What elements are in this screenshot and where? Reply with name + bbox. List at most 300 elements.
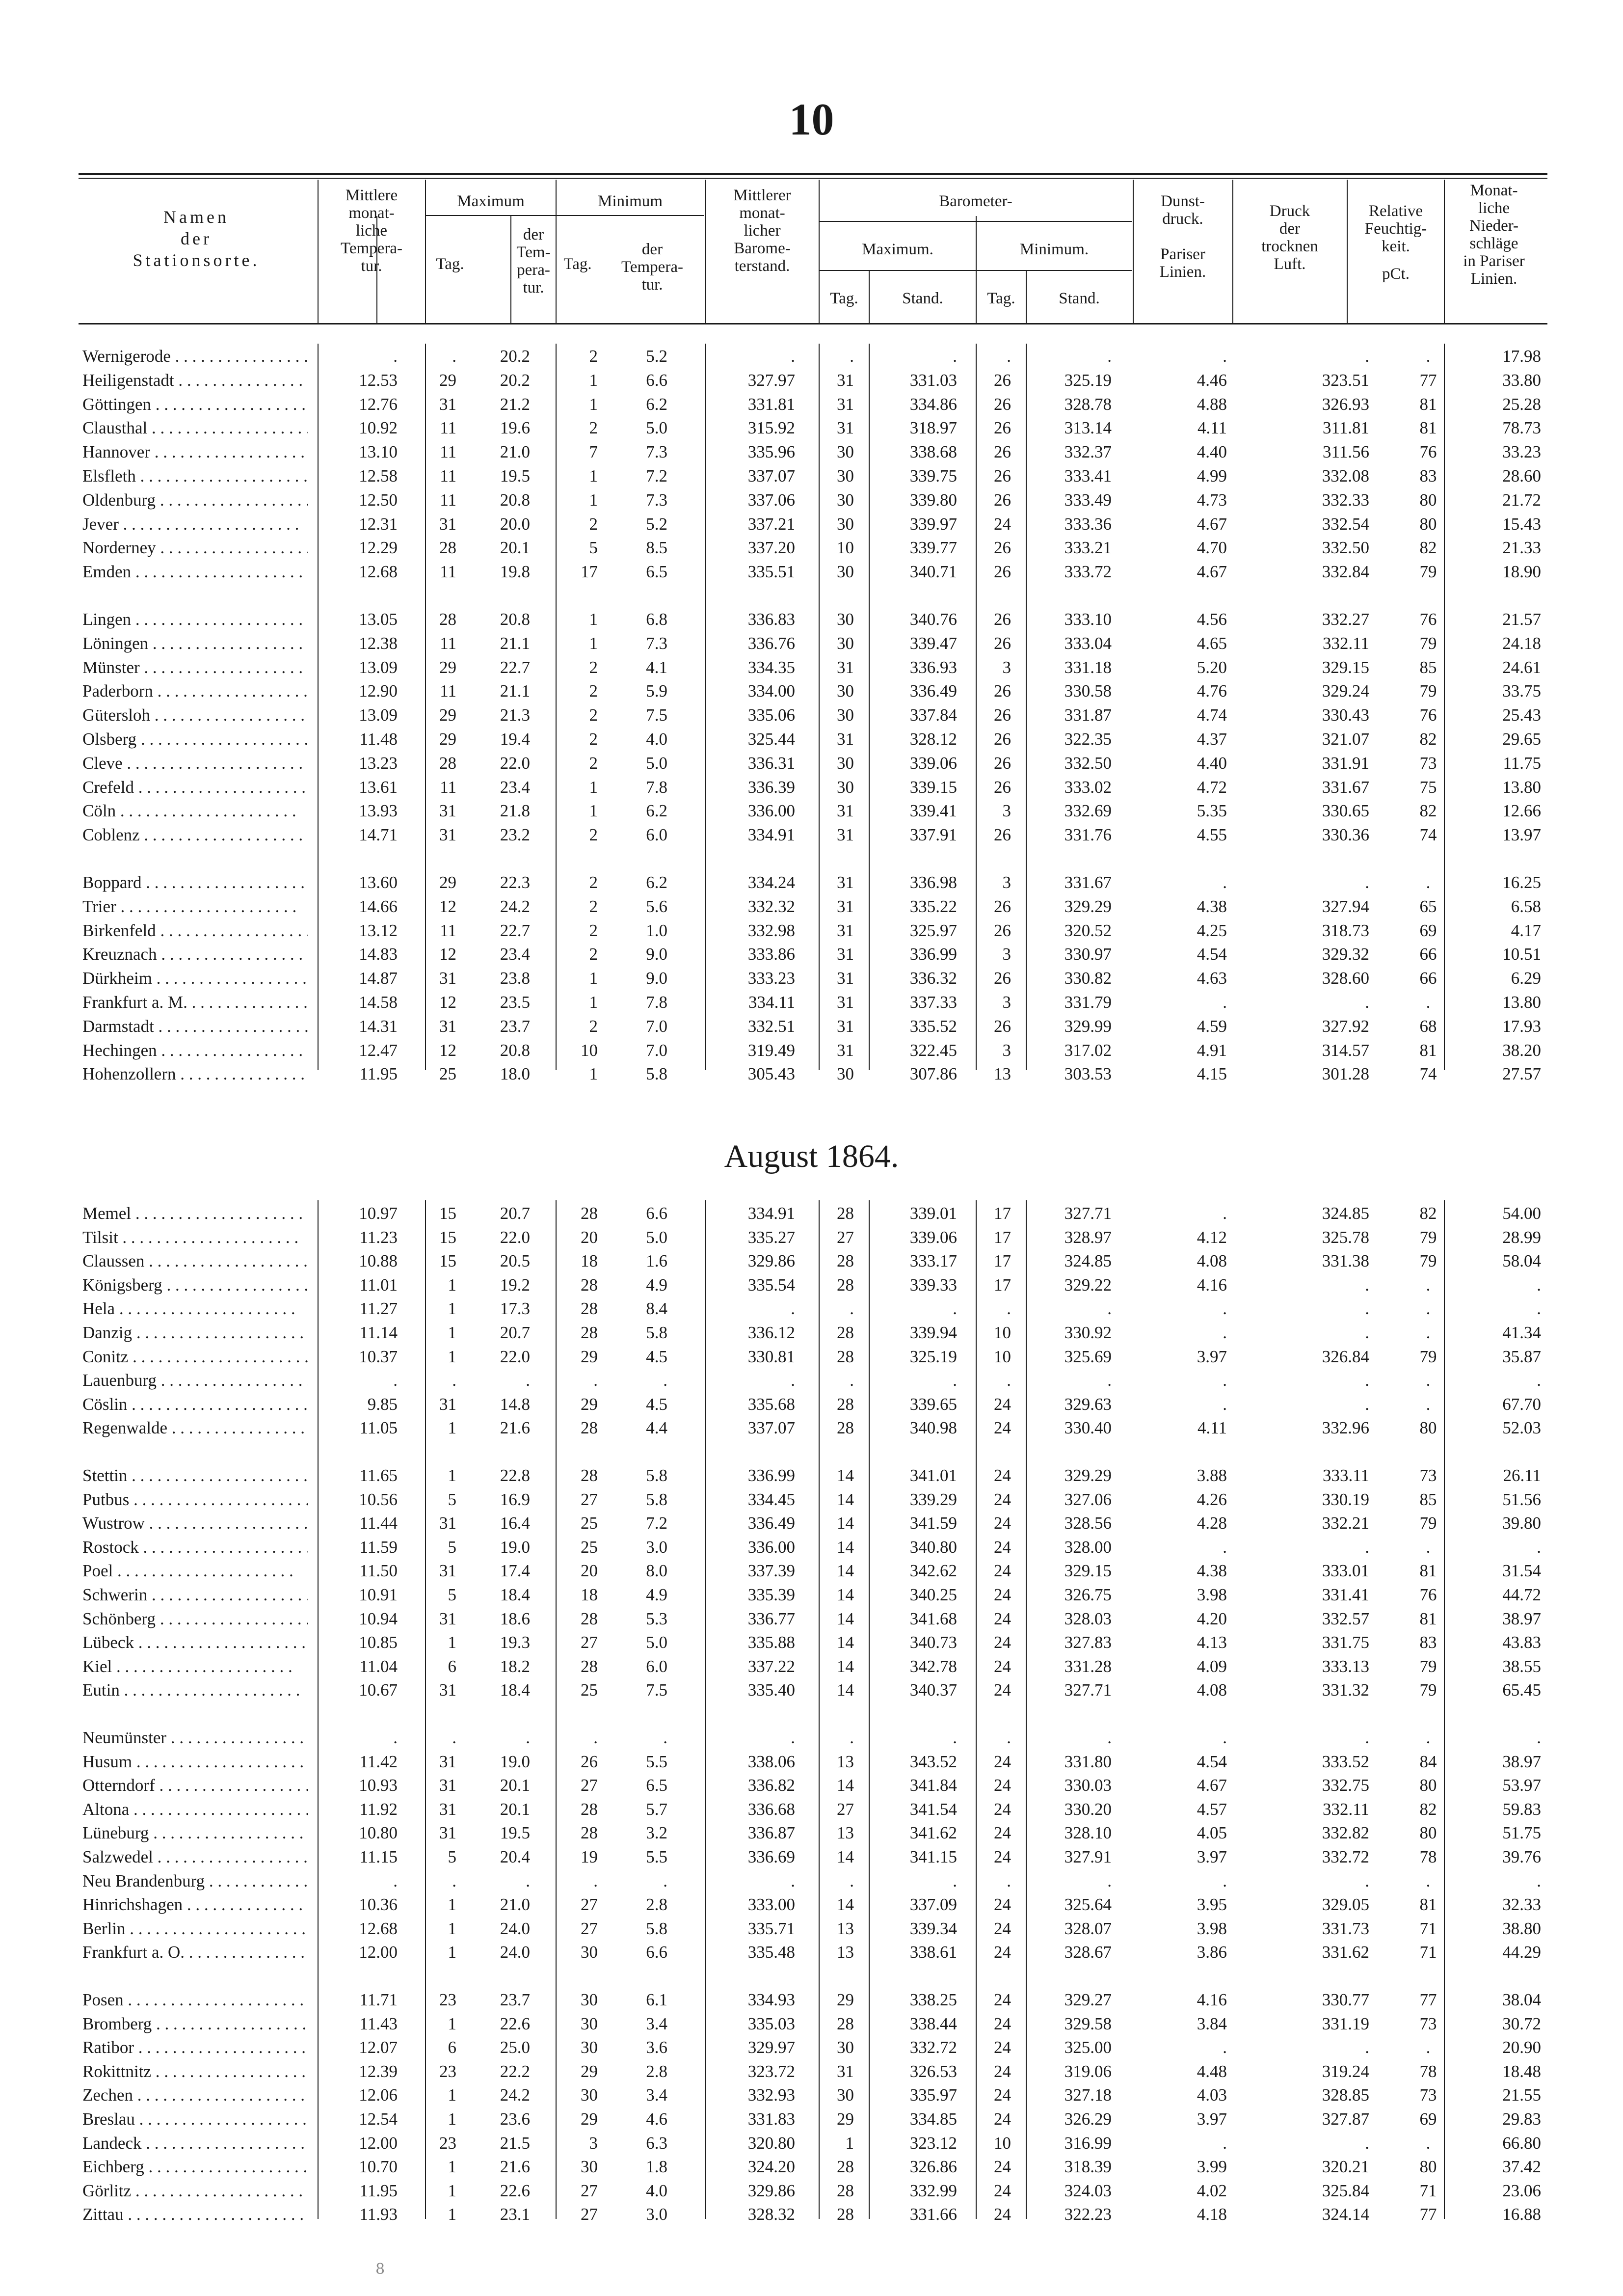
precipitation: 18.48: [1502, 2061, 1541, 2081]
station-name: Paderborn . . .: [82, 680, 308, 702]
max-day: 5: [448, 1847, 456, 1866]
baro-max-stand: .: [953, 347, 957, 366]
min-temperature: 1.0: [646, 920, 667, 940]
relative-humidity: 76: [1419, 1585, 1437, 1604]
table-row: [79, 656, 1547, 679]
baro-max-stand: 339.47: [909, 633, 957, 653]
mean-temperature: 12.68: [359, 1918, 398, 1938]
vapor-pressure: 4.67: [1197, 514, 1227, 534]
max-temperature: 24.2: [500, 2085, 530, 2105]
baro-min-day: 24: [994, 1895, 1011, 1915]
max-temperature: 16.4: [500, 1513, 530, 1533]
baro-max-stand: 336.98: [909, 873, 957, 892]
max-temperature: 19.4: [500, 729, 530, 749]
relative-humidity: .: [1426, 2038, 1431, 2057]
vapor-pressure: 4.67: [1197, 562, 1227, 582]
max-day: 1: [448, 1895, 456, 1915]
relative-humidity: 65: [1419, 896, 1437, 916]
mean-barometer: 327.97: [747, 370, 795, 390]
min-temperature: 5.0: [646, 1227, 667, 1247]
baro-min-day: 24: [994, 2157, 1011, 2177]
mean-temperature: 14.71: [359, 825, 398, 845]
mean-temperature: 14.31: [359, 1016, 398, 1036]
table-row: [79, 967, 1547, 990]
min-temperature: 1.8: [646, 2157, 667, 2177]
mean-temperature: 10.94: [359, 1609, 398, 1628]
table-row: [79, 1989, 1547, 2011]
station-name: Königsberg . . .: [82, 1274, 308, 1297]
relative-humidity: 81: [1419, 1040, 1437, 1060]
mean-temperature: 13.10: [359, 442, 398, 462]
station-name: Göttingen . . .: [82, 393, 308, 416]
baro-min-day: .: [1007, 347, 1011, 366]
baro-max-day: 30: [837, 705, 854, 725]
min-temperature: 7.3: [646, 442, 667, 462]
vapor-pressure: .: [1223, 993, 1227, 1012]
min-temperature: 6.0: [646, 1656, 667, 1676]
min-temperature: 6.6: [646, 1943, 667, 1962]
relative-humidity: 73: [1419, 2014, 1437, 2033]
baro-max-day: .: [850, 1728, 854, 1747]
max-temperature: 21.8: [500, 801, 530, 821]
baro-max-stand: 332.72: [909, 2038, 957, 2057]
precipitation: 12.66: [1502, 801, 1541, 821]
table-row: [79, 1918, 1547, 1940]
baro-max-day: 31: [837, 969, 854, 988]
mean-temperature: 12.39: [359, 2061, 398, 2081]
baro-min-stand: 328.00: [1064, 1537, 1112, 1557]
mean-temperature: 12.06: [359, 2085, 398, 2105]
min-day: 1: [589, 993, 598, 1012]
max-day: 11: [440, 490, 456, 510]
station-name: Rostock . . .: [82, 1536, 308, 1559]
baro-max-day: 30: [837, 490, 854, 510]
table-row: [79, 2060, 1547, 2083]
baro-min-stand: 333.36: [1064, 514, 1112, 534]
min-day: 26: [581, 1752, 598, 1771]
baro-min-day: 26: [994, 394, 1011, 414]
mean-barometer: 332.32: [747, 896, 795, 916]
precipitation: 6.58: [1511, 896, 1541, 916]
baro-min-day: 26: [994, 442, 1011, 462]
mean-temperature: 11.04: [359, 1656, 398, 1676]
dry-air-pressure: 332.08: [1322, 466, 1369, 486]
max-day: 31: [439, 969, 456, 988]
dry-air-pressure: 324.14: [1322, 2205, 1369, 2224]
precipitation: 33.23: [1502, 442, 1541, 462]
max-temperature: 23.2: [500, 825, 530, 845]
baro-max-stand: 341.62: [909, 1823, 957, 1843]
baro-max-day: 31: [837, 825, 854, 845]
mean-temperature: 11.01: [359, 1275, 398, 1295]
station-name: Poel . . .: [82, 1560, 308, 1582]
mean-temperature: 13.60: [359, 873, 398, 892]
precipitation: 65.45: [1502, 1680, 1541, 1700]
min-day: 1: [589, 394, 598, 414]
station-name: Conitz . . .: [82, 1346, 308, 1368]
min-day: 27: [581, 1633, 598, 1652]
baro-max-stand: 325.19: [909, 1347, 957, 1366]
baro-max-stand: .: [953, 1371, 957, 1390]
baro-min-day: 24: [994, 1633, 1011, 1652]
baro-min-day: 26: [994, 610, 1011, 629]
baro-max-stand: 339.41: [909, 801, 957, 821]
baro-max-stand: 339.94: [909, 1323, 957, 1342]
relative-humidity: 73: [1419, 1466, 1437, 1485]
header-baro-max: Maximum.: [862, 241, 933, 258]
max-day: 1: [448, 2157, 456, 2177]
max-day: 1: [448, 1918, 456, 1938]
min-day: 20: [581, 1561, 598, 1581]
baro-max-day: 27: [837, 1227, 854, 1247]
baro-max-stand: 338.25: [909, 1990, 957, 2009]
mean-temperature: 11.93: [359, 2205, 398, 2224]
station-name: Lauenburg . . .: [82, 1369, 308, 1392]
mean-barometer: .: [791, 1728, 795, 1747]
min-temperature: 5.2: [646, 347, 667, 366]
max-day: 31: [439, 394, 456, 414]
mean-barometer: 305.43: [747, 1064, 795, 1084]
mean-temperature: .: [393, 1371, 398, 1390]
baro-max-day: 30: [837, 681, 854, 701]
baro-max-stand: 339.29: [909, 1489, 957, 1509]
table-row: [79, 2156, 1547, 2178]
relative-humidity: .: [1426, 1537, 1431, 1557]
header-druck: Druck der trocknen Luft.: [1261, 202, 1318, 273]
mean-temperature: 13.09: [359, 657, 398, 677]
station-name: Wernigerode . . .: [82, 345, 308, 368]
relative-humidity: .: [1426, 1871, 1431, 1891]
mean-temperature: .: [393, 347, 398, 366]
max-temperature: 18.0: [500, 1064, 530, 1084]
baro-min-stand: .: [1107, 1728, 1112, 1747]
relative-humidity: 69: [1419, 2109, 1437, 2129]
min-day: 2: [589, 753, 598, 773]
max-day: 31: [439, 1394, 456, 1414]
baro-min-stand: 327.06: [1064, 1489, 1112, 1509]
max-temperature: 18.4: [500, 1680, 530, 1700]
baro-max-stand: 323.12: [909, 2133, 957, 2153]
min-day: 2: [589, 681, 598, 701]
station-name: Altona . . .: [82, 1798, 308, 1821]
vapor-pressure: 3.88: [1197, 1466, 1227, 1485]
max-temperature: 20.2: [500, 347, 530, 366]
baro-min-day: 3: [1002, 657, 1011, 677]
station-name: Schwerin . . .: [82, 1584, 308, 1606]
dry-air-pressure: 332.21: [1322, 1513, 1369, 1533]
precipitation: 44.72: [1502, 1585, 1541, 1604]
baro-max-stand: 341.84: [909, 1776, 957, 1795]
baro-max-stand: 336.32: [909, 969, 957, 988]
mean-temperature: 12.29: [359, 538, 398, 558]
station-name: Birkenfeld . . .: [82, 919, 308, 942]
mean-temperature: 12.90: [359, 681, 398, 701]
table-row: [79, 441, 1547, 463]
relative-humidity: 79: [1419, 1347, 1437, 1366]
dry-air-pressure: .: [1365, 1728, 1369, 1747]
vapor-pressure: .: [1223, 1299, 1227, 1319]
baro-max-stand: 337.09: [909, 1895, 957, 1915]
baro-min-stand: 328.56: [1064, 1513, 1112, 1533]
min-temperature: 4.5: [646, 1394, 667, 1414]
min-temperature: 5.5: [646, 1752, 667, 1771]
min-temperature: 5.0: [646, 753, 667, 773]
dry-air-pressure: 325.84: [1322, 2181, 1369, 2200]
table-row: [79, 704, 1547, 727]
station-name: Kreuznach . . .: [82, 943, 308, 966]
table-row: [79, 489, 1547, 512]
baro-min-day: 24: [994, 2061, 1011, 2081]
vapor-pressure: 3.86: [1197, 1943, 1227, 1962]
table-row: [79, 537, 1547, 559]
dry-air-pressure: 332.82: [1322, 1823, 1369, 1843]
baro-min-day: 26: [994, 466, 1011, 486]
mean-barometer: 336.76: [747, 633, 795, 653]
baro-min-day: 24: [994, 1561, 1011, 1581]
dry-air-pressure: 328.85: [1322, 2085, 1369, 2105]
station-name: Breslau . . .: [82, 2108, 308, 2131]
min-day: 28: [581, 1418, 598, 1438]
baro-max-day: 30: [837, 610, 854, 629]
max-temperature: 19.6: [500, 418, 530, 438]
baro-max-stand: 343.52: [909, 1752, 957, 1771]
dry-air-pressure: 330.65: [1322, 801, 1369, 821]
max-temperature: .: [526, 1871, 530, 1891]
dry-air-pressure: 301.28: [1322, 1064, 1369, 1084]
precipitation: .: [1537, 1299, 1541, 1319]
baro-min-stand: 328.67: [1064, 1943, 1112, 1962]
vapor-pressure: 4.15: [1197, 1064, 1227, 1084]
vapor-pressure: 4.37: [1197, 729, 1227, 749]
station-name: Stettin . . .: [82, 1464, 308, 1487]
max-temperature: 22.0: [500, 1227, 530, 1247]
baro-min-day: .: [1007, 1871, 1011, 1891]
baro-min-stand: 330.92: [1064, 1323, 1112, 1342]
max-day: 1: [448, 1466, 456, 1485]
min-temperature: .: [663, 1871, 667, 1891]
baro-max-day: 14: [837, 1537, 854, 1557]
mean-barometer: .: [791, 1371, 795, 1390]
baro-max-stand: 333.17: [909, 1251, 957, 1271]
baro-min-day: 24: [994, 1990, 1011, 2009]
dry-air-pressure: 333.13: [1322, 1656, 1369, 1676]
relative-humidity: 78: [1419, 1847, 1437, 1866]
mean-temperature: 13.09: [359, 705, 398, 725]
precipitation: 29.65: [1502, 729, 1541, 749]
max-temperature: 21.0: [500, 442, 530, 462]
baro-min-day: 17: [994, 1275, 1011, 1295]
baro-max-stand: 335.22: [909, 896, 957, 916]
vapor-pressure: 4.56: [1197, 610, 1227, 629]
baro-min-day: 24: [994, 514, 1011, 534]
dry-air-pressure: .: [1365, 1871, 1369, 1891]
station-name: Frankfurt a. O. . . .: [82, 1941, 308, 1964]
mean-barometer: 337.07: [747, 466, 795, 486]
max-day: 1: [448, 2109, 456, 2129]
baro-min-day: 24: [994, 1752, 1011, 1771]
baro-min-stand: 324.85: [1064, 1251, 1112, 1271]
min-temperature: 4.0: [646, 2181, 667, 2200]
baro-min-day: 24: [994, 2014, 1011, 2033]
max-day: 25: [439, 1064, 456, 1084]
baro-min-stand: 331.79: [1064, 993, 1112, 1012]
baro-max-stand: 339.75: [909, 466, 957, 486]
baro-min-day: 26: [994, 681, 1011, 701]
station-name: Neu Brandenburg . . .: [82, 1870, 308, 1892]
baro-max-day: 31: [837, 1016, 854, 1036]
baro-max-stand: 341.59: [909, 1513, 957, 1533]
mean-barometer: 335.96: [747, 442, 795, 462]
baro-min-day: 26: [994, 896, 1011, 916]
baro-min-day: .: [1007, 1728, 1011, 1747]
baro-max-stand: 325.97: [909, 920, 957, 940]
relative-humidity: 77: [1419, 1990, 1437, 2009]
min-day: 7: [589, 442, 598, 462]
min-day: 25: [581, 1537, 598, 1557]
baro-min-stand: 324.03: [1064, 2181, 1112, 2200]
max-day: 15: [439, 1227, 456, 1247]
vapor-pressure: 4.55: [1197, 825, 1227, 845]
min-day: 2: [589, 418, 598, 438]
max-temperature: 22.6: [500, 2181, 530, 2200]
vapor-pressure: 4.09: [1197, 1656, 1227, 1676]
dry-air-pressure: .: [1365, 873, 1369, 892]
mean-temperature: 10.56: [359, 1489, 398, 1509]
baro-max-day: 28: [837, 1394, 854, 1414]
baro-min-day: 17: [994, 1227, 1011, 1247]
baro-max-day: 28: [837, 2205, 854, 2224]
relative-humidity: 79: [1419, 633, 1437, 653]
relative-humidity: .: [1426, 347, 1431, 366]
baro-min-stand: 328.10: [1064, 1823, 1112, 1843]
min-temperature: 6.6: [646, 370, 667, 390]
max-day: 29: [439, 370, 456, 390]
vapor-pressure: .: [1223, 1728, 1227, 1747]
station-name: Ratibor . . .: [82, 2036, 308, 2059]
relative-humidity: 69: [1419, 920, 1437, 940]
max-temperature: 20.1: [500, 538, 530, 558]
mean-barometer: 335.03: [747, 2014, 795, 2033]
header-baro-min-stand: Stand.: [1059, 290, 1100, 307]
mean-temperature: 12.00: [359, 1943, 398, 1962]
mean-temperature: 12.50: [359, 490, 398, 510]
vapor-pressure: 3.97: [1197, 2109, 1227, 2129]
baro-min-day: 24: [994, 1847, 1011, 1866]
max-temperature: 14.8: [500, 1394, 530, 1414]
baro-min-stand: 333.41: [1064, 466, 1112, 486]
dry-air-pressure: 330.77: [1322, 1990, 1369, 2009]
baro-min-day: 26: [994, 753, 1011, 773]
station-name: Claussen . . .: [82, 1250, 308, 1272]
relative-humidity: 68: [1419, 1016, 1437, 1036]
baro-max-stand: 335.52: [909, 1016, 957, 1036]
min-day: 2: [589, 920, 598, 940]
dry-air-pressure: 323.51: [1322, 370, 1369, 390]
baro-max-stand: 339.33: [909, 1275, 957, 1295]
min-temperature: 7.3: [646, 633, 667, 653]
min-temperature: .: [663, 1728, 667, 1747]
baro-min-stand: 331.67: [1064, 873, 1112, 892]
baro-max-day: .: [850, 1371, 854, 1390]
baro-max-stand: 335.97: [909, 2085, 957, 2105]
mean-barometer: 336.12: [747, 1323, 795, 1342]
mean-barometer: 335.06: [747, 705, 795, 725]
mean-barometer: 329.86: [747, 2181, 795, 2200]
header-baro-max-stand: Stand.: [902, 290, 943, 307]
vapor-pressure: 4.20: [1197, 1609, 1227, 1628]
max-day: 12: [439, 1040, 456, 1060]
mean-barometer: 337.22: [747, 1656, 795, 1676]
baro-min-day: .: [1007, 1371, 1011, 1390]
station-name: Eutin . . .: [82, 1679, 308, 1702]
table-row: [79, 1393, 1547, 1416]
baro-max-day: 30: [837, 562, 854, 582]
mean-barometer: 330.81: [747, 1347, 795, 1366]
precipitation: 38.97: [1502, 1752, 1541, 1771]
max-temperature: 22.8: [500, 1466, 530, 1485]
baro-min-day: 3: [1002, 945, 1011, 964]
relative-humidity: 85: [1419, 1489, 1437, 1509]
baro-max-day: 30: [837, 753, 854, 773]
mean-barometer: .: [791, 347, 795, 366]
station-name: Lüneburg . . .: [82, 1822, 308, 1844]
vapor-pressure: 4.74: [1197, 705, 1227, 725]
baro-min-stand: 327.71: [1064, 1204, 1112, 1223]
vapor-pressure: 5.35: [1197, 801, 1227, 821]
baro-max-day: 14: [837, 1680, 854, 1700]
dry-air-pressure: 332.75: [1322, 1776, 1369, 1795]
mean-barometer: 333.00: [747, 1895, 795, 1915]
baro-max-day: 14: [837, 1561, 854, 1581]
baro-max-day: 27: [837, 1799, 854, 1819]
vapor-pressure: 4.54: [1197, 945, 1227, 964]
vapor-pressure: .: [1223, 1537, 1227, 1557]
station-name: Salzwedel . . .: [82, 1846, 308, 1868]
baro-min-stand: 327.83: [1064, 1633, 1112, 1652]
baro-max-day: 28: [837, 2014, 854, 2033]
mean-barometer: 334.00: [747, 681, 795, 701]
precipitation: 23.06: [1502, 2181, 1541, 2200]
station-name: Posen . . .: [82, 1989, 308, 2011]
baro-min-stand: 331.76: [1064, 825, 1112, 845]
dry-air-pressure: 330.19: [1322, 1489, 1369, 1509]
mean-temperature: 9.85: [367, 1394, 398, 1414]
vapor-pressure: 4.05: [1197, 1823, 1227, 1843]
relative-humidity: 76: [1419, 442, 1437, 462]
baro-min-stand: 332.69: [1064, 801, 1112, 821]
table-row: [79, 417, 1547, 439]
precipitation: .: [1537, 1275, 1541, 1295]
mean-temperature: 14.87: [359, 969, 398, 988]
baro-max-stand: 342.62: [909, 1561, 957, 1581]
table-row: [79, 871, 1547, 894]
mean-temperature: 11.15: [359, 1847, 398, 1866]
max-temperature: 19.8: [500, 562, 530, 582]
mean-barometer: 329.97: [747, 2038, 795, 2057]
max-temperature: 17.4: [500, 1561, 530, 1581]
baro-min-stand: 331.18: [1064, 657, 1112, 677]
mean-temperature: 11.65: [359, 1466, 398, 1485]
baro-max-day: 29: [837, 1990, 854, 2009]
max-day: .: [452, 1871, 456, 1891]
vapor-pressure: 4.67: [1197, 1776, 1227, 1795]
max-temperature: 21.2: [500, 394, 530, 414]
max-temperature: 21.0: [500, 1895, 530, 1915]
baro-min-stand: .: [1107, 1871, 1112, 1891]
precipitation: 29.83: [1502, 2109, 1541, 2129]
station-name: Zittau . . .: [82, 2203, 308, 2226]
max-temperature: 24.0: [500, 1943, 530, 1962]
